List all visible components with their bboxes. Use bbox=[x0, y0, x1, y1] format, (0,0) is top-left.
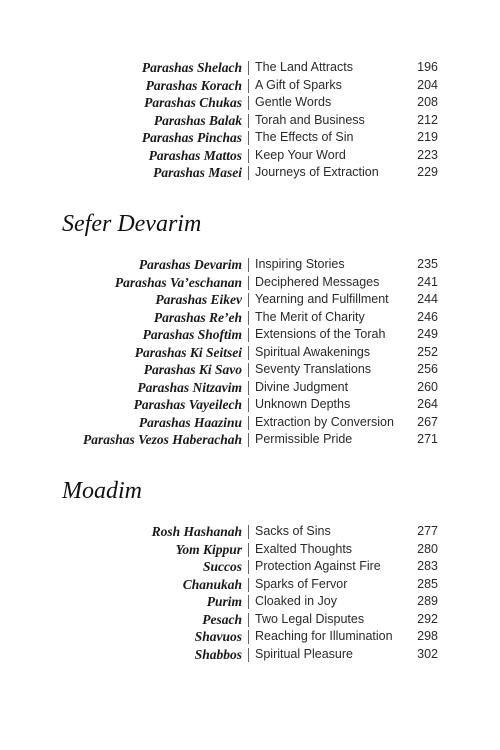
parasha-name: Parashas Chukas bbox=[144, 95, 242, 110]
page-number: 246 bbox=[417, 309, 438, 324]
toc-entry[interactable] bbox=[0, 593, 500, 610]
page-number: 241 bbox=[417, 274, 438, 289]
divider bbox=[248, 276, 249, 290]
page-number: 229 bbox=[417, 165, 438, 179]
divider bbox=[248, 433, 249, 447]
entry-title: Sparks of Fervor bbox=[255, 576, 348, 591]
parasha-name: Parashas Va’eschanan bbox=[114, 274, 242, 290]
parasha-name: Succos bbox=[202, 559, 242, 574]
divider bbox=[248, 61, 249, 75]
page-number: 302 bbox=[417, 646, 438, 661]
toc-entry[interactable] bbox=[0, 628, 500, 645]
divider bbox=[248, 258, 249, 272]
page-number: 277 bbox=[417, 524, 438, 538]
toc-entry[interactable] bbox=[0, 309, 500, 326]
toc-entry[interactable] bbox=[0, 77, 500, 94]
page-number: 292 bbox=[417, 611, 438, 626]
divider bbox=[248, 293, 249, 307]
entry-title: Divine Judgment bbox=[255, 379, 349, 394]
page-number: 208 bbox=[417, 95, 438, 109]
entry-title: Gentle Words bbox=[255, 95, 332, 109]
toc-entry[interactable] bbox=[0, 396, 500, 413]
parasha-name: Parashas Devarim bbox=[138, 257, 242, 272]
page-number: 283 bbox=[417, 559, 438, 573]
divider bbox=[248, 398, 249, 412]
divider bbox=[248, 363, 249, 377]
parasha-name: Parashas Vezos Haberachah bbox=[82, 432, 242, 447]
entry-title: Torah and Business bbox=[255, 112, 365, 127]
toc-entry[interactable] bbox=[0, 361, 500, 378]
toc-entry[interactable] bbox=[0, 326, 500, 343]
parasha-name: Parashas Korach bbox=[145, 77, 242, 93]
entry-title: Exalted Thoughts bbox=[255, 541, 353, 556]
entry-title: Sacks of Sins bbox=[255, 524, 331, 538]
entry-title: Unknown Depths bbox=[255, 397, 351, 411]
page-number: 223 bbox=[417, 147, 438, 162]
entry-title: The Merit of Charity bbox=[255, 309, 365, 324]
toc-entry[interactable] bbox=[0, 523, 500, 540]
toc-entry[interactable] bbox=[0, 646, 500, 663]
parasha-name: Parashas Vayeilech bbox=[133, 397, 242, 412]
divider bbox=[248, 346, 249, 360]
divider bbox=[248, 149, 249, 163]
toc-entry[interactable] bbox=[0, 611, 500, 628]
toc-entry[interactable] bbox=[0, 147, 500, 164]
toc-entry[interactable] bbox=[0, 256, 500, 273]
divider bbox=[248, 648, 249, 662]
entry-title: Yearning and Fulfillment bbox=[255, 292, 389, 306]
entry-title: Seventy Translations bbox=[255, 362, 372, 376]
parasha-name: Pesach bbox=[202, 611, 242, 627]
page-number: 285 bbox=[417, 576, 438, 591]
entry-title: Deciphered Messages bbox=[255, 274, 380, 289]
parasha-name: Parashas Eikev bbox=[155, 292, 242, 307]
page-number: 212 bbox=[417, 112, 438, 127]
toc-entry[interactable] bbox=[0, 558, 500, 575]
divider bbox=[248, 166, 249, 180]
toc-entry[interactable] bbox=[0, 129, 500, 146]
parasha-name: Parashas Nitzavim bbox=[137, 379, 242, 395]
divider bbox=[248, 328, 249, 342]
toc-entry[interactable] bbox=[0, 164, 500, 181]
page-number: 235 bbox=[417, 257, 438, 271]
parasha-name: Parashas Shelach bbox=[141, 60, 242, 75]
parasha-name: Parashas Mattos bbox=[148, 147, 242, 163]
section-heading: Sefer Devarim bbox=[62, 211, 202, 237]
parasha-name: Parashas Shoftim bbox=[142, 327, 242, 342]
entry-title: Extensions of the Torah bbox=[255, 327, 386, 341]
divider bbox=[248, 79, 249, 93]
toc-entry[interactable] bbox=[0, 414, 500, 431]
divider bbox=[248, 595, 249, 609]
page-number: 260 bbox=[417, 379, 438, 394]
entry-title: Journeys of Extraction bbox=[255, 165, 379, 179]
page-number: 256 bbox=[417, 362, 438, 376]
toc-entry[interactable] bbox=[0, 379, 500, 396]
toc-entry[interactable] bbox=[0, 344, 500, 361]
parasha-name: Rosh Hashanah bbox=[151, 524, 242, 539]
section-heading: Moadim bbox=[62, 478, 142, 504]
toc-entry[interactable] bbox=[0, 291, 500, 308]
entry-title: Two Legal Disputes bbox=[255, 611, 365, 626]
entry-title: Spiritual Awakenings bbox=[255, 344, 371, 359]
parasha-name: Parashas Re’eh bbox=[153, 309, 242, 325]
divider bbox=[248, 131, 249, 145]
page-number: 264 bbox=[417, 397, 438, 411]
parasha-name: Parashas Pinchas bbox=[141, 130, 242, 145]
parasha-name: Shavuos bbox=[194, 629, 242, 644]
divider bbox=[248, 311, 249, 325]
toc-entry[interactable] bbox=[0, 431, 500, 448]
page-number: 298 bbox=[417, 629, 438, 643]
toc-entry[interactable] bbox=[0, 541, 500, 558]
toc-entry[interactable] bbox=[0, 112, 500, 129]
entry-title: Cloaked in Joy bbox=[255, 594, 337, 608]
toc-entry[interactable] bbox=[0, 576, 500, 593]
entry-title: The Land Attracts bbox=[255, 60, 353, 74]
toc-entry[interactable] bbox=[0, 274, 500, 291]
entry-title: Keep Your Word bbox=[255, 147, 346, 162]
entry-title: Reaching for Illumination bbox=[255, 629, 393, 643]
divider bbox=[248, 416, 249, 430]
page-number: 204 bbox=[417, 77, 438, 92]
parasha-name: Chanukah bbox=[182, 576, 242, 592]
divider bbox=[248, 96, 249, 110]
divider bbox=[248, 114, 249, 128]
entry-title: Permissible Pride bbox=[255, 432, 353, 446]
entry-title: The Effects of Sin bbox=[255, 130, 354, 144]
divider bbox=[248, 525, 249, 539]
parasha-name: Yom Kippur bbox=[175, 541, 242, 557]
page-number: 289 bbox=[417, 594, 438, 608]
divider bbox=[248, 613, 249, 627]
page-number: 280 bbox=[417, 541, 438, 556]
entry-title: Inspiring Stories bbox=[255, 257, 345, 271]
toc-entry[interactable] bbox=[0, 94, 500, 111]
divider bbox=[248, 543, 249, 557]
entry-title: Spiritual Pleasure bbox=[255, 646, 353, 661]
parasha-name: Parashas Ki Savo bbox=[143, 362, 242, 377]
page-number: 219 bbox=[417, 130, 438, 144]
page-number: 271 bbox=[417, 432, 438, 446]
divider bbox=[248, 381, 249, 395]
parasha-name: Shabbos bbox=[194, 646, 242, 662]
parasha-name: Purim bbox=[206, 594, 242, 609]
toc-entry[interactable] bbox=[0, 59, 500, 76]
entry-title: A Gift of Sparks bbox=[255, 77, 342, 92]
parasha-name: Parashas Ki Seitsei bbox=[134, 344, 242, 360]
page-number: 249 bbox=[417, 327, 438, 341]
parasha-name: Parashas Masei bbox=[153, 165, 242, 180]
entry-title: Protection Against Fire bbox=[255, 559, 381, 573]
parasha-name: Parashas Balak bbox=[153, 112, 242, 128]
entry-title: Extraction by Conversion bbox=[255, 414, 394, 429]
page-number: 267 bbox=[417, 414, 438, 429]
divider bbox=[248, 560, 249, 574]
page-number: 252 bbox=[417, 344, 438, 359]
divider bbox=[248, 578, 249, 592]
parasha-name: Parashas Haazinu bbox=[138, 414, 242, 430]
divider bbox=[248, 630, 249, 644]
page-number: 196 bbox=[417, 60, 438, 74]
page-number: 244 bbox=[417, 292, 438, 306]
